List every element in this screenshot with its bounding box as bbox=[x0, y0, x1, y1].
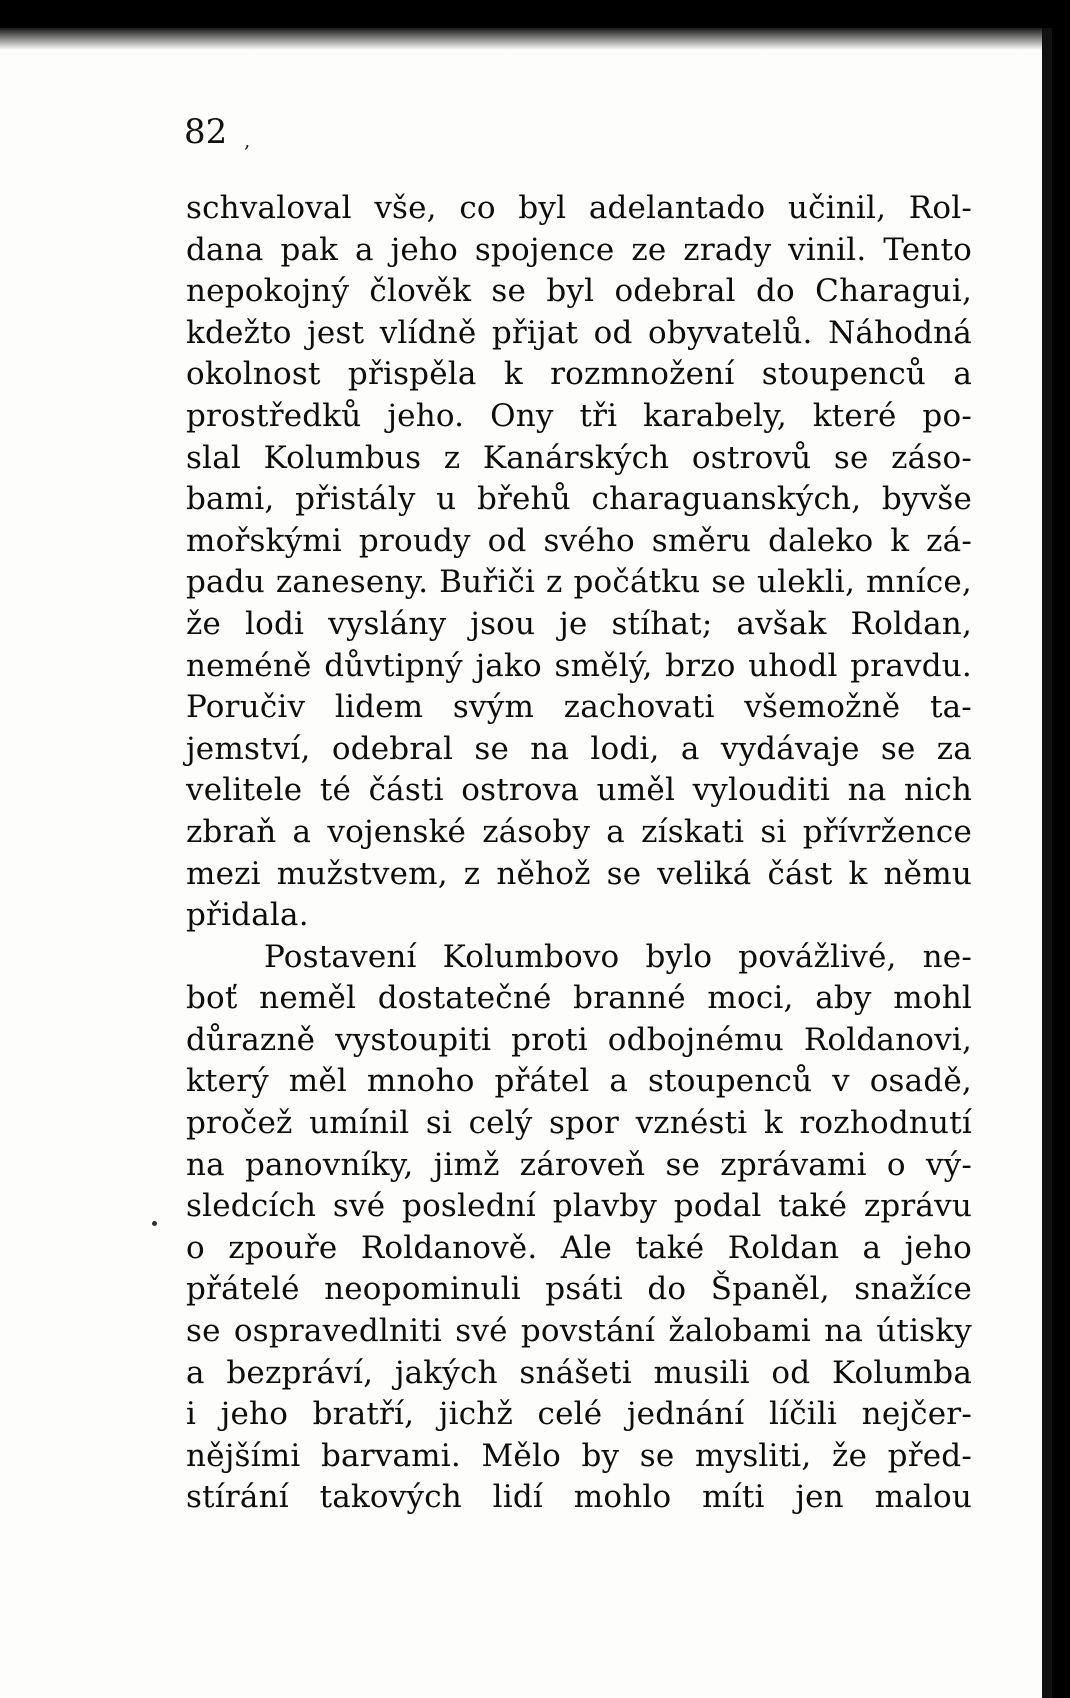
text-line: velitele té části ostrova uměl vylouditi na nich bbox=[186, 772, 972, 809]
body-text bbox=[186, 188, 972, 1519]
page-number: 82 bbox=[184, 112, 228, 152]
text-line: který měl mnoho přátel a stoupenců v osadě, bbox=[186, 1063, 972, 1100]
paragraph-start-line: Postavení Kolumbovo bylo povážlivé, ne- bbox=[264, 938, 972, 975]
text-line: neméně důvtipný jako smělý, brzo uhodl pravdu. bbox=[186, 647, 972, 684]
text-line: nějšími barvami. Mělo by se mysliti, že před- bbox=[186, 1437, 972, 1474]
text-line: jemství, odebral se na lodi, a vydávaje se za bbox=[186, 730, 972, 767]
text-line: bami, přistály u břehů charaguanských, byvše bbox=[186, 481, 972, 518]
text-line: že lodi vyslány jsou je stíhat; avšak Roldan, bbox=[186, 605, 972, 642]
text-line: přátelé neopominuli psáti do Španěl, snažíce bbox=[186, 1271, 972, 1308]
text-line: pročež umínil si celý spor vznésti k rozhodnutí bbox=[186, 1105, 972, 1142]
text-line: padu zaneseny. Buřiči z počátku se ulekli, mníce, bbox=[186, 564, 972, 601]
scan-shadow bbox=[0, 28, 1052, 50]
page-edge bbox=[1042, 28, 1052, 1698]
text-line: boť neměl dostatečné branné moci, aby mohl bbox=[186, 980, 972, 1017]
text-line: slal Kolumbus z Kanárských ostrovů se záso- bbox=[186, 439, 972, 476]
text-line: sledcích své poslední plavby podal také zprávu bbox=[186, 1188, 972, 1225]
text-line: okolnost přispěla k rozmnožení stoupenců a bbox=[186, 356, 972, 393]
page-number-mark: , bbox=[244, 128, 251, 152]
text-line: a bezpráví, jakých snášeti musili od Kolumba bbox=[186, 1354, 972, 1391]
margin-dot bbox=[152, 1221, 157, 1226]
text-line: se ospravedlniti své povstání žalobami na útisky bbox=[186, 1313, 972, 1350]
text-line: na panovníky, jimž zároveň se zprávami o vý- bbox=[186, 1146, 972, 1183]
text-line: nepokojný člověk se byl odebral do Charagui, bbox=[186, 273, 972, 310]
paragraph-end-line: přidala. bbox=[186, 897, 309, 934]
text-line: kdežto jest vlídně přijat od obyvatelů. Náhodná bbox=[186, 314, 972, 351]
book-page bbox=[0, 28, 1052, 1698]
text-line: i jeho bratří, jichž celé jednání líčili nejčer- bbox=[186, 1396, 972, 1433]
text-line: o zpouře Roldanově. Ale také Roldan a jeho bbox=[186, 1229, 972, 1266]
text-line: dana pak a jeho spojence ze zrady vinil. Tento bbox=[186, 231, 972, 268]
text-line: mezi mužstvem, z něhož se veliká část k němu bbox=[186, 855, 972, 892]
text-line: Poručiv lidem svým zachovati všemožně ta- bbox=[186, 689, 972, 726]
text-line: mořskými proudy od svého směru daleko k zá- bbox=[186, 522, 972, 559]
text-line: schvaloval vše, co byl adelantado učinil, Rol- bbox=[186, 190, 972, 226]
text-line: prostředků jeho. Ony tři karabely, které po- bbox=[186, 397, 972, 434]
text-line: zbraň a vojenské zásoby a získati si přívržence bbox=[186, 813, 972, 850]
text-line: důrazně vystoupiti proti odbojnému Roldanovi, bbox=[186, 1021, 972, 1058]
text-line: stírání takových lidí mohlo míti jen malou bbox=[186, 1479, 972, 1516]
